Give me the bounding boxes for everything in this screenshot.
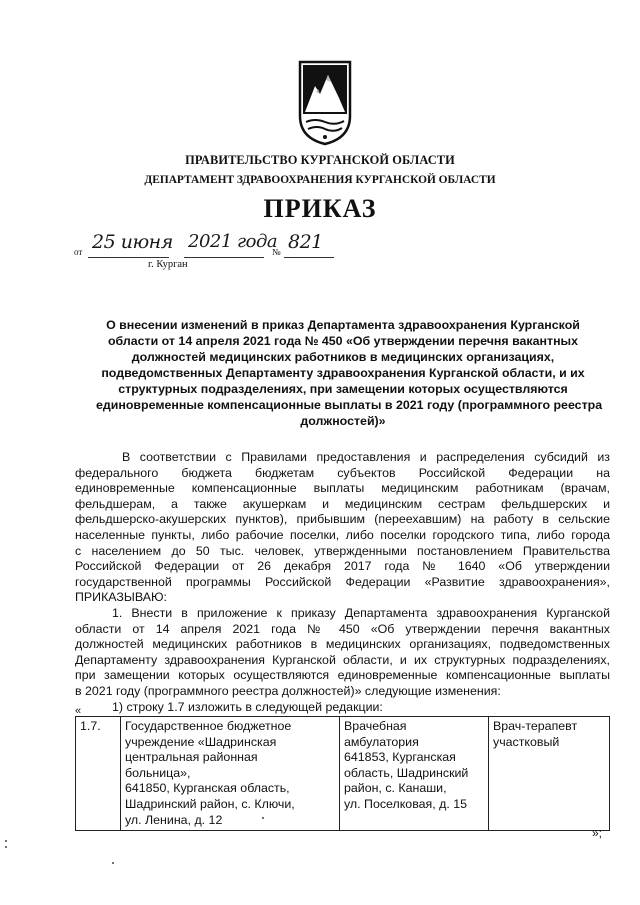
preamble-line: фельдшерско-акушерских пунктов), прибывшим (переехавшим) на работу в сельские (75, 512, 610, 527)
subdivision-line: 641853, Курганская (344, 750, 456, 765)
city-name: г. Курган (148, 259, 188, 270)
scan-speck (5, 846, 7, 848)
subdivision-line: ул. Поселковая, д. 15 (344, 796, 468, 811)
preamble-line: с населением до 50 тыс. человек, утвержденными постановлением Правительства (75, 543, 610, 558)
subject-line: должностей)» (300, 414, 386, 428)
scan-speck (262, 817, 264, 819)
handwritten-number: 821 (288, 231, 323, 253)
subdivision-line: область, Шадринский (344, 765, 469, 780)
item-line: 1. Внести в приложение к приказу Департамента здравоохранения Курганской (112, 605, 610, 620)
organization-line: Государственное бюджетное (125, 719, 292, 733)
preamble-line: единовременные компенсационные выплаты медицинским работникам (врачам, (75, 481, 610, 496)
row-number: 1.7. (80, 719, 101, 733)
subdivision-line: Врачебная (344, 719, 407, 733)
number-label: № (272, 247, 281, 257)
item-line: в 2021 году (программного реестра должностей)» следующие изменения: (75, 683, 501, 698)
row-number-cell (76, 717, 121, 831)
item-line: должностей медицинских работников в медицинских организациях, подведомственных (75, 637, 610, 652)
quote-open: « (75, 705, 82, 717)
coat-of-arms-emblem (297, 58, 353, 146)
organization-line: 641850, Курганская область, (125, 781, 290, 796)
organization-cell (121, 717, 340, 831)
preamble-line: В соответствии с Правилами предоставления и распределения субсидий из (122, 450, 610, 464)
subdivision-line: район, с. Канаши, (344, 781, 447, 796)
registry-table (75, 716, 610, 831)
organization-line: учреждение «Шадринская (125, 734, 277, 749)
order-subject (96, 317, 603, 429)
order-body (75, 450, 610, 715)
subject-line: единовременные компенсационные выплаты в 2021 году (программного реестра (96, 398, 603, 412)
preamble-line: населенные пункты, либо рабочие поселки, либо поселки городского типа, либо города (75, 527, 610, 542)
table-row (76, 717, 610, 831)
document-type-title: ПРИКАЗ (263, 194, 377, 223)
subject-line: должностей медицинских работников в медицинских организациях, (131, 350, 555, 364)
order-word: ПРИКАЗЫВАЮ: (75, 590, 167, 605)
date-day-underline (88, 257, 169, 258)
scan-speck (5, 840, 7, 842)
number-underline (284, 257, 334, 258)
subdivision-line: амбулатория (344, 734, 419, 749)
subject-line: подведомственных Департаменту здравоохранения Курганской области, и их (101, 366, 585, 380)
item-line: при замещении которых осуществляются единовременные компенсационные выплаты (75, 668, 610, 683)
preamble-line: государственной программы Российской Федерации «Развитие здравоохранения», (75, 574, 610, 589)
position-cell (489, 717, 610, 831)
organization-line: Шадринский район, с. Ключи, (125, 796, 295, 811)
subject-line: области от 14 апреля 2021 года № 450 «Об утверждении перечня вакантных (107, 334, 579, 348)
subject-line: структурных подразделениях, при замещении которых осуществляются (118, 382, 568, 396)
organization-line: ул. Ленина, д. 12 (125, 812, 223, 827)
preamble-line: федерального бюджета бюджетам субъектов Российской Федерации на (75, 465, 610, 480)
government-name: ПРАВИТЕЛЬСТВО КУРГАНСКОЙ ОБЛАСТИ (185, 153, 455, 167)
organization-line: больница», (125, 765, 191, 780)
date-from-label: от (74, 247, 83, 257)
position-line: участковый (493, 734, 560, 749)
preamble-line: фельдшерам, а также акушеркам и медицинским сестрам фельдшерских и (75, 496, 610, 511)
position-line: Врач-терапевт (493, 719, 578, 733)
preamble-line: Российской Федерации от 26 декабря 2017 года № 1640 «Об утверждении (75, 559, 610, 574)
scan-speck (112, 862, 114, 864)
handwritten-date: 25 июня (92, 231, 173, 253)
item-line: Департаменту здравоохранения Курганской области, и их структурных подразделениях, (75, 652, 610, 667)
subject-line: О внесении изменений в приказ Департамента здравоохранения Курганской (106, 318, 580, 332)
department-name: ДЕПАРТАМЕНТ ЗДРАВООХРАНЕНИЯ КУРГАНСКОЙ ОБЛАСТИ (144, 174, 496, 186)
quote-close: »; (592, 826, 603, 840)
subdivision-cell (340, 717, 489, 831)
subitem-text: 1) строку 1.7 изложить в следующей редакции: (112, 699, 383, 714)
organization-line: центральная районная (125, 750, 258, 765)
dateline (72, 232, 352, 268)
handwritten-year: 2021 года (188, 231, 278, 252)
item-line: области от 14 апреля 2021 года № 450 «Об утверждении перечня вакантных (75, 621, 610, 636)
date-year-underline (184, 257, 264, 258)
